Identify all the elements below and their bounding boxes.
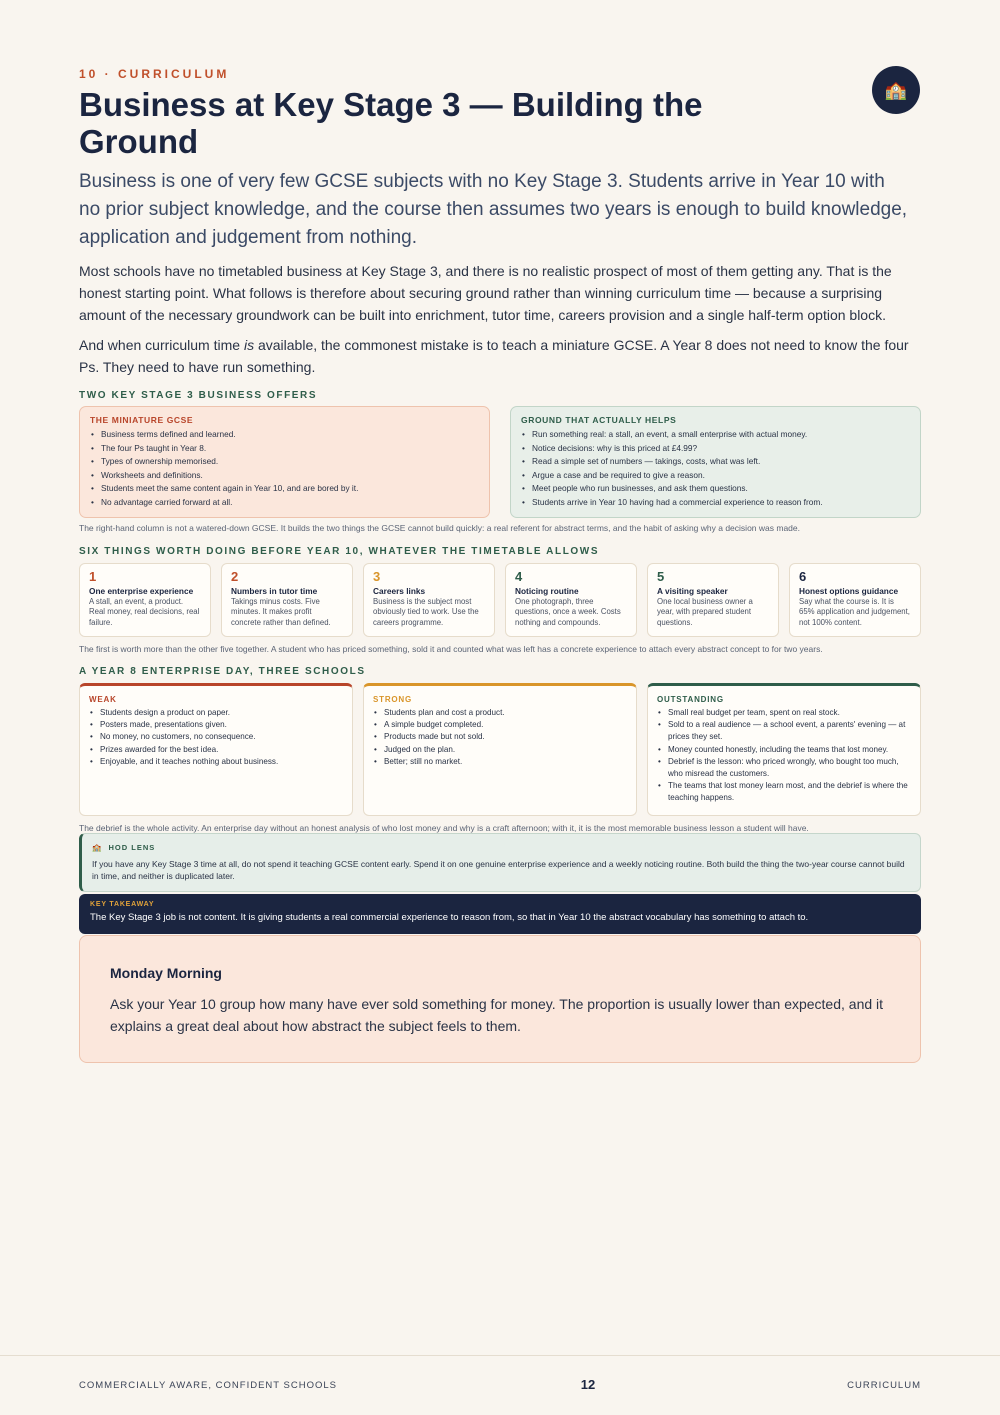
school-rating-title: STRONG — [373, 695, 413, 704]
list-item: • Students design a product on paper. — [89, 707, 343, 719]
tip-number: 3 — [373, 569, 381, 584]
list-item: • Types of ownership memorised. — [90, 455, 479, 469]
school-weak-card — [79, 683, 353, 816]
school-list — [89, 707, 343, 768]
list-item: • Money counted honestly, including the teams that lost money. — [657, 744, 911, 756]
hod-lens-label: 🏫 HOD LENS — [92, 843, 156, 852]
school-list — [657, 707, 911, 805]
list-item: • Argue a case and be required to give a reason. — [521, 469, 910, 483]
offer-title: THE MINIATURE GCSE — [90, 415, 194, 425]
list-item: • Enjoyable, and it teaches nothing about business. — [89, 756, 343, 768]
list-item: • Worksheets and definitions. — [90, 469, 479, 483]
school-icon: 🏫 — [872, 66, 920, 114]
six-things-heading: SIX THINGS WORTH DOING BEFORE YEAR 10, WHATEVER THE TIMETABLE ALLOWS — [79, 546, 600, 557]
tip-card — [789, 563, 921, 637]
school-outstanding-card — [647, 683, 921, 816]
list-item: • Read a simple set of numbers — takings, costs, what was left. — [521, 455, 910, 469]
school-rating-title: WEAK — [89, 695, 117, 704]
tip-description: Business is the subject most obviously tied to work. Use the careers programme. — [373, 597, 479, 627]
section-kicker: 10 · CURRICULUM — [79, 67, 230, 81]
offer-list — [521, 428, 910, 509]
list-item: • Notice decisions: why is this priced at £4.99? — [521, 442, 910, 456]
tip-title: One enterprise experience — [89, 586, 194, 596]
tip-title: Numbers in tutor time — [231, 586, 318, 596]
list-item: • No advantage carried forward at all. — [90, 496, 479, 510]
page-title: Business at Key Stage 3 — Building the Ground — [79, 86, 703, 160]
key-takeaway-callout — [79, 894, 921, 934]
tip-title: A visiting speaker — [657, 586, 728, 596]
school-list — [373, 707, 627, 768]
tip-title: Honest options guidance — [799, 586, 899, 596]
enterprise-day-heading: A YEAR 8 ENTERPRISE DAY, THREE SCHOOLS — [79, 666, 366, 677]
list-item: • Run something real: a stall, an event, a small enterprise with actual money. — [521, 428, 910, 442]
tip-card — [647, 563, 779, 637]
list-item: • Business terms defined and learned. — [90, 428, 479, 442]
offer-miniature-gcse — [79, 406, 490, 518]
list-item: • Students arrive in Year 10 having had a commercial experience to reason from. — [521, 496, 910, 510]
enterprise-day-caption: The debrief is the whole activity. An enterprise day without an honest analysis of who lost money and why is a craft afternoon; with it, it is the most memorable business lesson a student will have. — [79, 823, 809, 833]
list-item: • The four Ps taught in Year 8. — [90, 442, 479, 456]
tip-title: Noticing routine — [515, 586, 579, 596]
lead-paragraph: Business is one of very few GCSE subjects with no Key Stage 3. Students arrive in Year 10 with no prior subject knowledge, and the course then assumes two years is enough to build knowledge, application and judgement from nothing. — [79, 171, 908, 248]
offers-caption: The right-hand column is not a watered-down GCSE. It builds the two things the GCSE cannot build quickly: a real referent for abstract terms, and the habit of asking why a decision was made. — [79, 523, 800, 533]
list-item: • Meet people who run businesses, and ask them questions. — [521, 482, 910, 496]
list-item: • No money, no customers, no consequence. — [89, 731, 343, 743]
tip-description: Say what the course is. It is 65% application and judgement, not 100% content. — [799, 597, 910, 627]
list-item: • Sold to a real audience — a school event, a parents' evening — at prices they set. — [657, 719, 911, 743]
offers-heading: TWO KEY STAGE 3 BUSINESS OFFERS — [79, 390, 318, 401]
tip-description: A stall, an event, a product. Real money, real decisions, real failure. — [89, 597, 200, 627]
tip-description: Takings minus costs. Five minutes. It makes profit concrete rather than defined. — [231, 597, 331, 627]
tip-card — [363, 563, 495, 637]
monday-morning-title: Monday Morning — [110, 965, 222, 981]
footer-section: CURRICULUM — [847, 1380, 921, 1391]
list-item: • Better; still no market. — [373, 756, 627, 768]
school-strong-card — [363, 683, 637, 816]
body-paragraph-2: And when curriculum time is available, the commonest mistake is to teach a miniature GCSE. A Year 8 does not need to know the four Ps. They need to have run something. — [79, 337, 909, 375]
list-item: • Students meet the same content again in Year 10, and are bored by it. — [90, 482, 479, 496]
hod-lens-callout — [79, 833, 921, 892]
list-item: • Debrief is the lesson: who priced wrongly, who bought too much, who misread the customers. — [657, 756, 911, 780]
list-item: • The teams that lost money learn most, and the debrief is where the teaching happens. — [657, 780, 911, 804]
list-item: • Judged on the plan. — [373, 744, 627, 756]
offer-list — [90, 428, 479, 509]
tip-card — [221, 563, 353, 637]
offer-ground-that-helps — [510, 406, 921, 518]
list-item: • Prizes awarded for the best idea. — [89, 744, 343, 756]
monday-morning-box — [79, 935, 921, 1063]
footer-publication: COMMERCIALLY AWARE, CONFIDENT SCHOOLS — [79, 1380, 338, 1391]
tip-description: One photograph, three questions, once a week. Costs nothing and compounds. — [515, 597, 621, 627]
list-item: • Small real budget per team, spent on real stock. — [657, 707, 911, 719]
tip-title: Careers links — [373, 586, 426, 596]
six-things-caption: The first is worth more than the other five together. A student who has priced something, sold it and counted what was left has a concrete experience to attach every abstract concept to for two years. — [79, 644, 823, 654]
page-number: 12 — [580, 1377, 596, 1392]
hod-lens-text: If you have any Key Stage 3 time at all, do not spend it teaching GCSE content early. Spend it on one genuine enterprise experience and a weekly noticing routine. Both build the thing the two-year course cannot build in time, and neither is duplicated later. — [92, 859, 905, 881]
tip-number: 2 — [231, 569, 239, 584]
list-item: • A simple budget completed. — [373, 719, 627, 731]
key-takeaway-text: The Key Stage 3 job is not content. It is giving students a real commercial experience to reason from, so that in Year 10 the abstract vocabulary has something to attach to. — [90, 912, 809, 923]
tip-number: 1 — [89, 569, 97, 584]
list-item: • Students plan and cost a product. — [373, 707, 627, 719]
tip-number: 4 — [515, 569, 523, 584]
body-paragraph-1: Most schools have no timetabled business at Key Stage 3, and there is no realistic prospect of most of them getting any. That is the honest starting point. What follows is therefore about securing ground rather than winning curriculum time — because a surprising amount of the necessary groundwork can be built into enrichment, tutor time, careers provision and a single half-term option block. — [79, 263, 892, 323]
list-item: • Products made but not sold. — [373, 731, 627, 743]
tip-card — [79, 563, 211, 637]
list-item: • Posters made, presentations given. — [89, 719, 343, 731]
monday-morning-text: Ask your Year 10 group how many have ever sold something for money. The proportion is usually lower than expected, and it explains a great deal about how abstract the subject feels to them. — [110, 996, 884, 1034]
tip-number: 6 — [799, 569, 807, 584]
school-icon: 🏫 — [92, 843, 103, 852]
tip-description: One local business owner a year, with prepared student questions. — [657, 597, 753, 627]
tip-card — [505, 563, 637, 637]
offer-title: GROUND THAT ACTUALLY HELPS — [521, 415, 677, 425]
page-footer — [0, 1355, 1000, 1415]
tip-number: 5 — [657, 569, 665, 584]
key-takeaway-label: KEY TAKEAWAY — [90, 901, 155, 908]
school-rating-title: OUTSTANDING — [657, 695, 724, 704]
